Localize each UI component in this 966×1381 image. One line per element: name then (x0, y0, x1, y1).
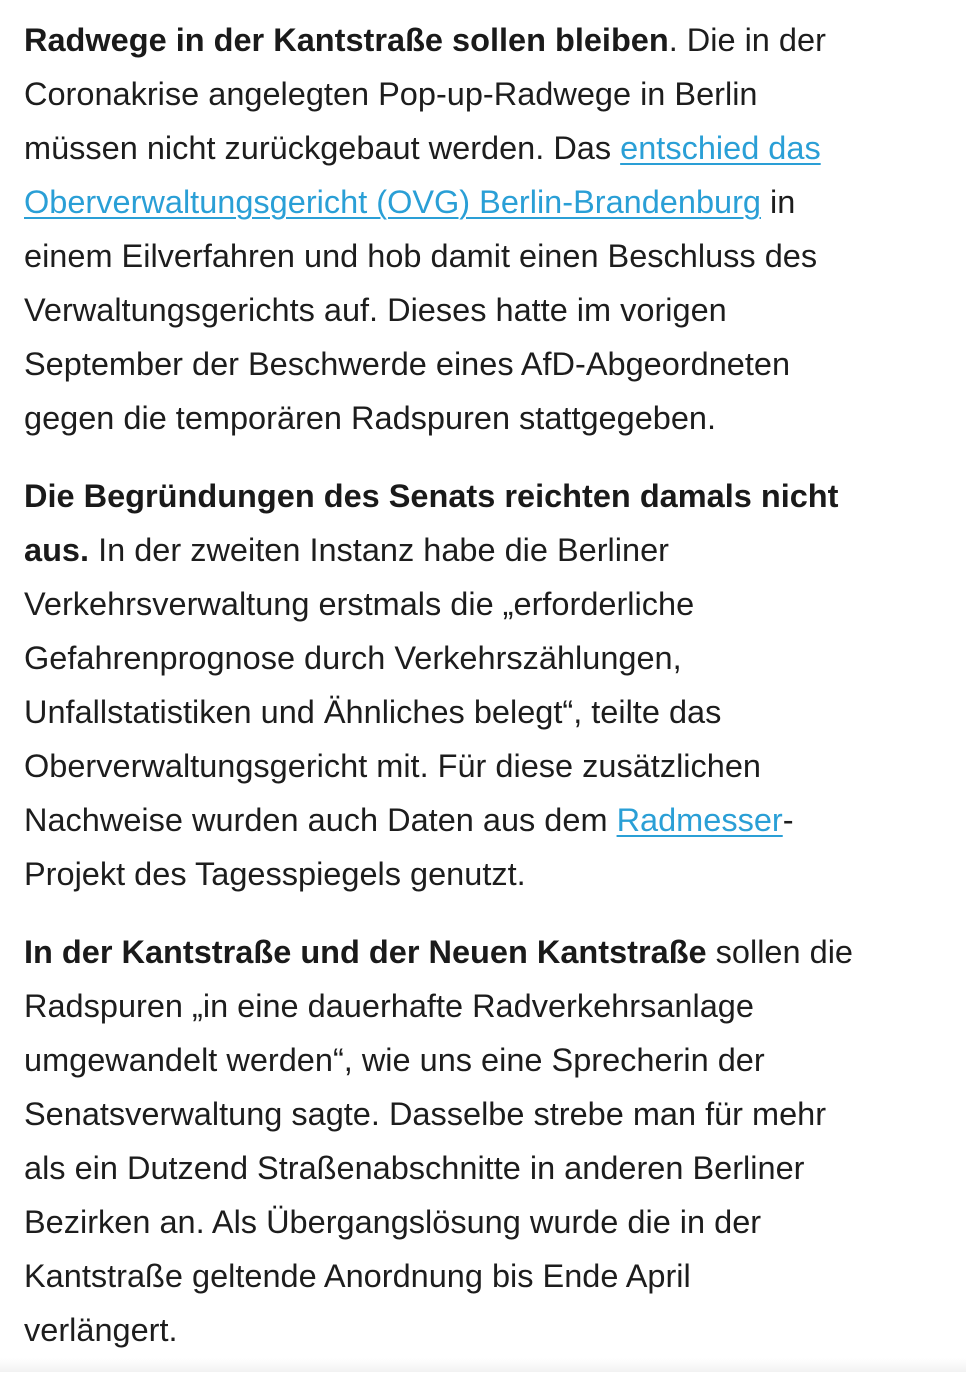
text-line: Kantstraße geltende Anordnung bis Ende April (24, 1258, 691, 1294)
text-line (24, 523, 954, 577)
paragraph-lead: In der Kantstraße und der Neuen Kantstraße (24, 934, 707, 970)
radmesser-link[interactable]: Radmesser (616, 802, 783, 838)
paragraph-lead-end: aus. (24, 532, 90, 568)
text-line: als ein Dutzend Straßenabschnitte in anderen Berliner (24, 1150, 805, 1186)
text-line: Oberverwaltungsgericht mit. Für diese zusätzlichen (24, 748, 761, 784)
text-segment: in (761, 184, 796, 220)
text-line: Coronakrise angelegten Pop-up-Radwege in Berlin (24, 76, 758, 112)
text-line: Senatsverwaltung sagte. Dasselbe strebe man für mehr (24, 1096, 827, 1132)
text-line: Bezirken an. Als Übergangslösung wurde die in der (24, 1204, 762, 1240)
text-line (24, 793, 954, 847)
text-line: Verkehrsverwaltung erstmals die „erforderliche (24, 586, 695, 622)
text-line (24, 175, 954, 229)
text-line: verlängert. (24, 1312, 178, 1348)
ovg-decision-link-continued[interactable]: Oberverwaltungsgericht (OVG) Berlin-Brandenburg (24, 184, 761, 220)
text-line (24, 469, 954, 523)
article-body (24, 13, 954, 1381)
text-line: einem Eilverfahren und hob damit einen Beschluss des (24, 238, 818, 274)
text-segment: müssen nicht zurückgebaut werden. Das (24, 130, 621, 166)
paragraph-begruendungen (24, 469, 954, 901)
text-line: gegen die temporären Radspuren stattgegeben. (24, 400, 717, 436)
bottom-fade (0, 1358, 966, 1372)
text-line: Radspuren „in eine dauerhafte Radverkehrsanlage (24, 988, 754, 1024)
text-segment: . Die in der (668, 22, 826, 58)
paragraph-lead: Die Begründungen des Senats reichten damals nicht (24, 478, 839, 514)
text-line: Verwaltungsgerichts auf. Dieses hatte im vorigen (24, 292, 727, 328)
text-line: Gefahrenprognose durch Verkehrszählungen, (24, 640, 682, 676)
text-line: September der Beschwerde eines AfD-Abgeordneten (24, 346, 791, 382)
text-line: umgewandelt werden“, wie uns eine Sprecherin der (24, 1042, 765, 1078)
text-line: Projekt des Tagesspiegels genutzt. (24, 856, 526, 892)
text-line (24, 13, 954, 67)
text-line: Unfallstatistiken und Ähnliches belegt“, teilte das (24, 694, 722, 730)
text-segment: - (782, 802, 794, 838)
paragraph-kantstrasse (24, 925, 954, 1357)
text-line (24, 121, 954, 175)
paragraph-radwege (24, 13, 954, 445)
text-segment: In der zweiten Instanz habe die Berliner (89, 532, 669, 568)
text-line (24, 925, 954, 979)
text-segment: Nachweise wurden auch Daten aus dem (24, 802, 617, 838)
text-segment: sollen die (706, 934, 853, 970)
ovg-decision-link[interactable]: entschied das (620, 130, 821, 166)
paragraph-lead: Radwege in der Kantstraße sollen bleiben (24, 22, 669, 58)
